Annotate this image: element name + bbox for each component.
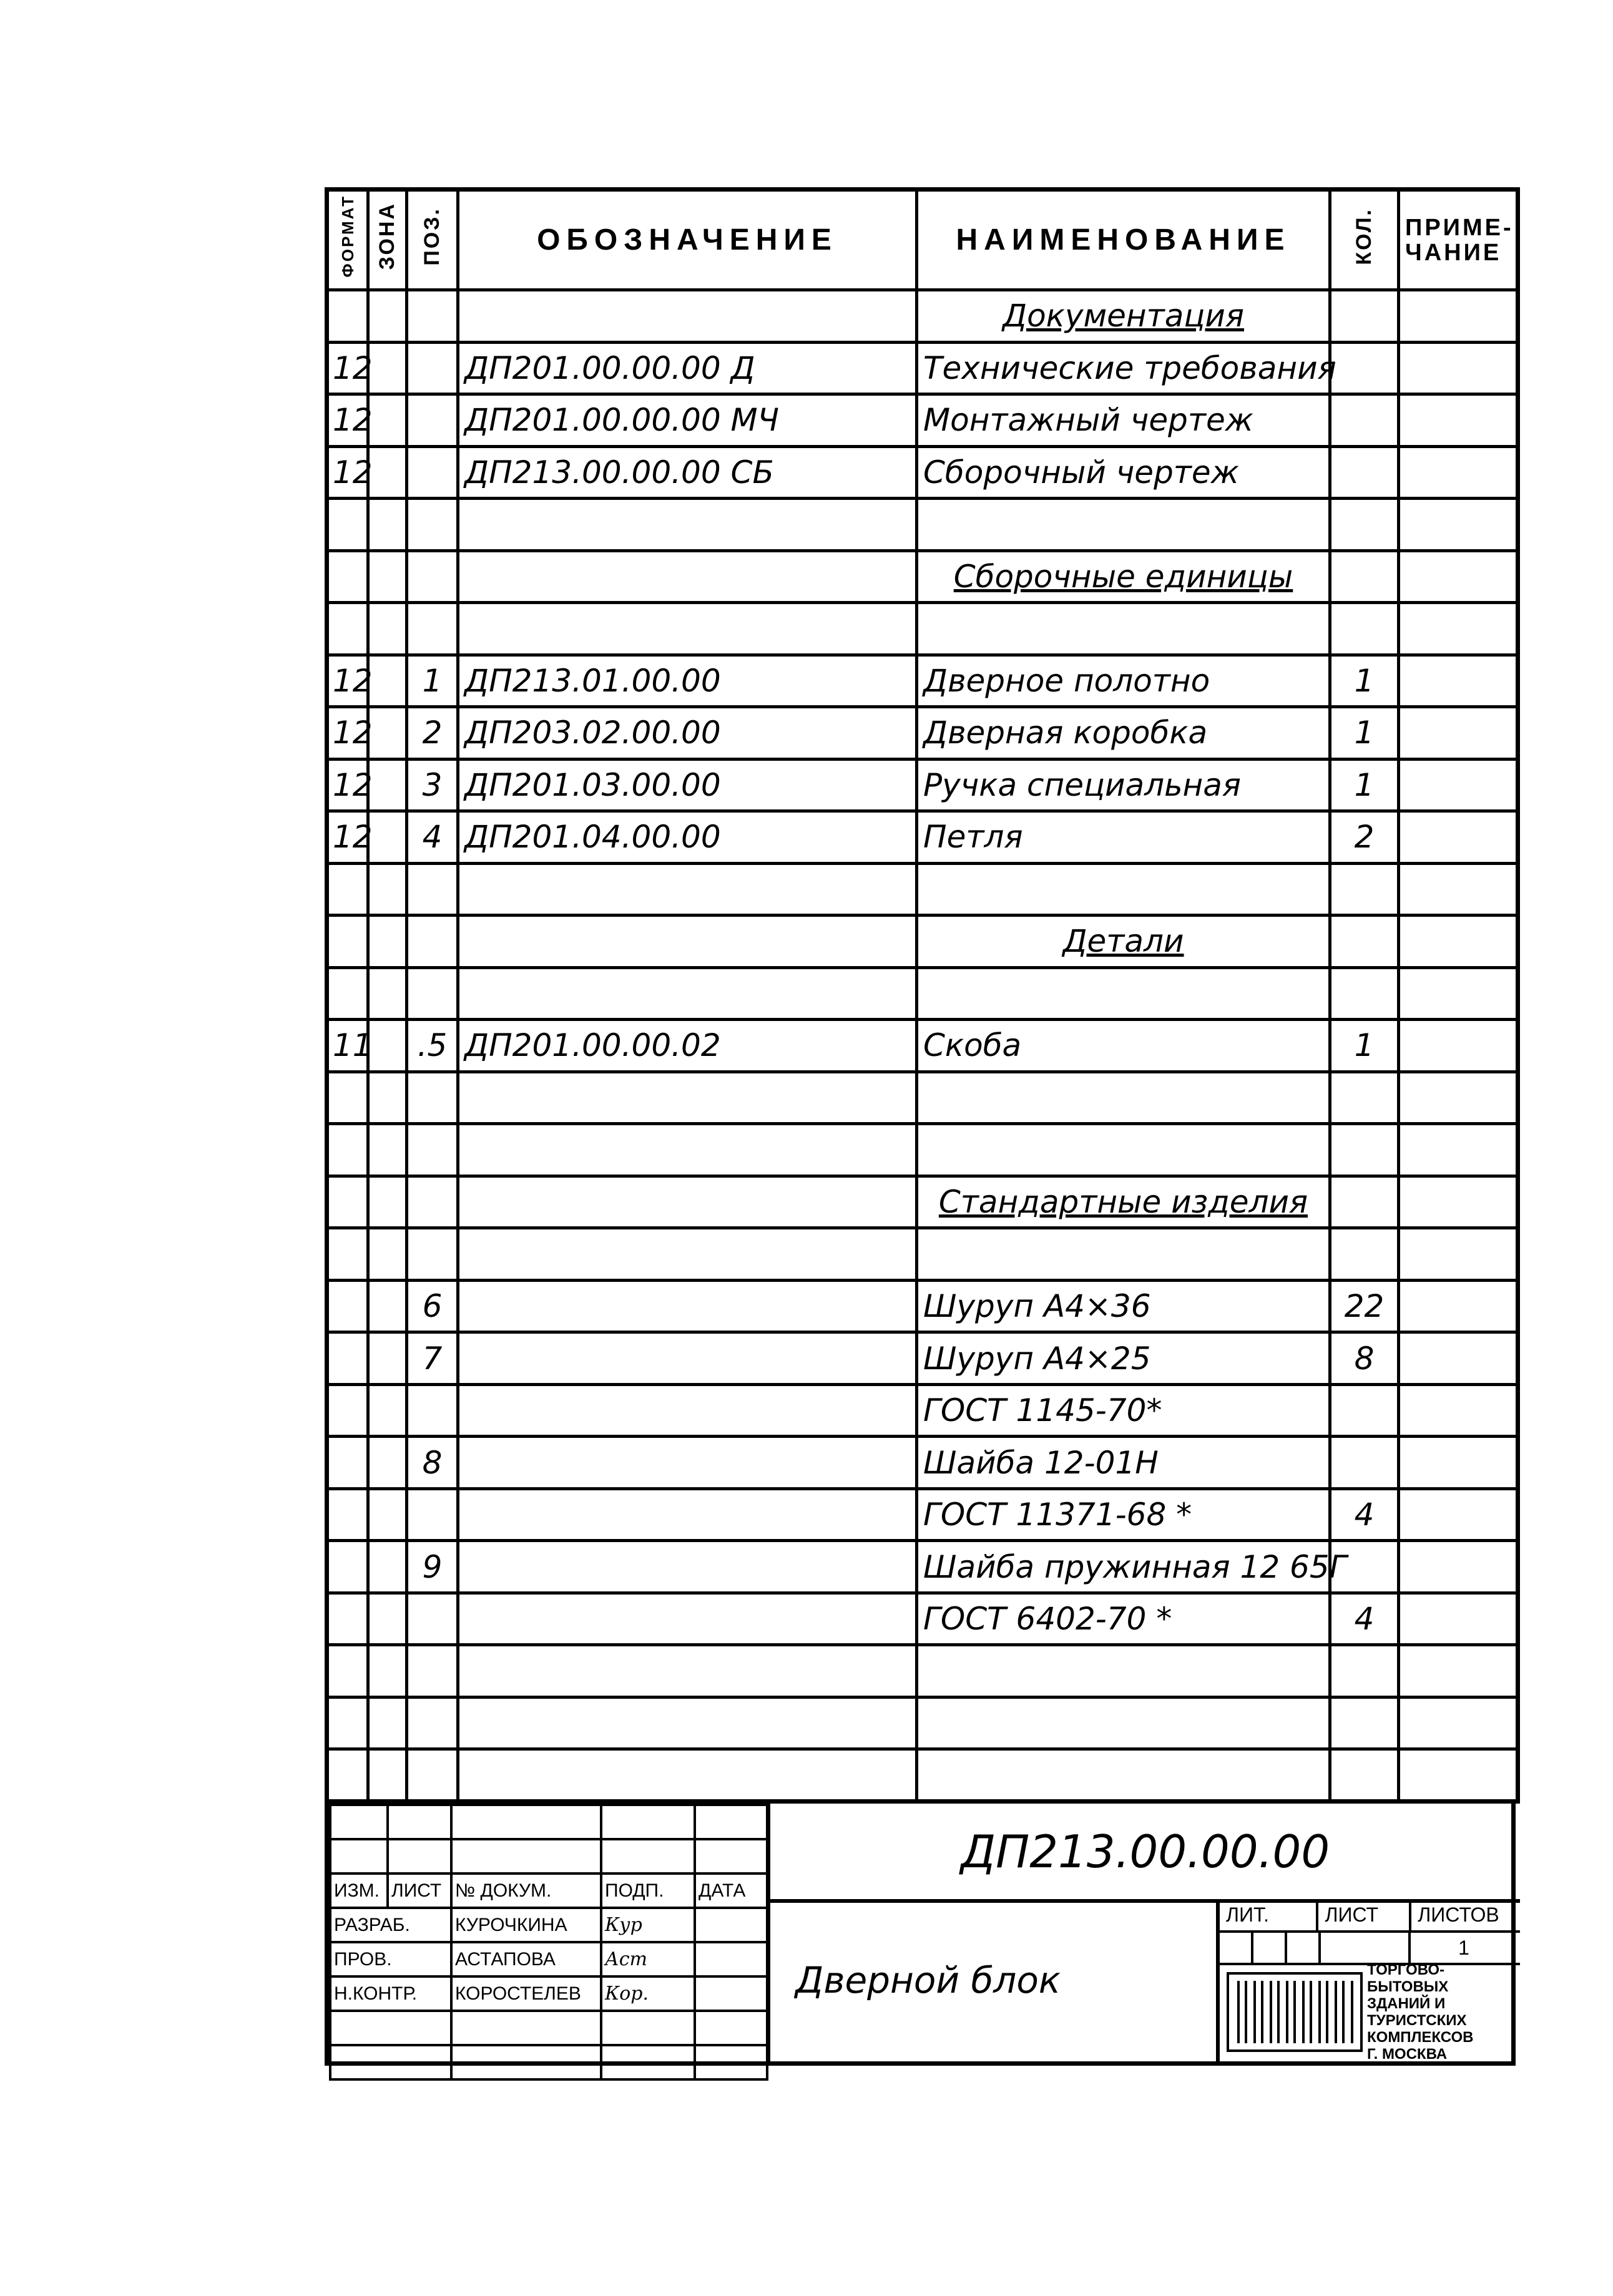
person-name: КУРОЧКИНА (451, 1908, 601, 1942)
cell-qty (1330, 967, 1399, 1020)
cell-name (917, 1072, 1330, 1124)
table-row (327, 863, 1518, 916)
cell-format: 12 (327, 759, 368, 811)
cell-note (1399, 707, 1518, 760)
cell-format (327, 1697, 368, 1749)
cell-name: Шайба пружинная 12 65Г (917, 1541, 1330, 1593)
cell-name (917, 603, 1330, 655)
cell-qty: 22 (1330, 1280, 1399, 1332)
cell-pos (407, 1384, 458, 1437)
cell-format: 12 (327, 394, 368, 447)
cell-pos (407, 863, 458, 916)
cell-qty (1330, 342, 1399, 394)
table-row (327, 655, 1518, 707)
cell-designation: ДП203.02.00.00 (458, 707, 917, 760)
cell-format: 12 (327, 342, 368, 394)
cell-note (1399, 1228, 1518, 1281)
cell-zone (368, 1488, 407, 1541)
sheets-label: ЛИСТОВ (1418, 1903, 1499, 1926)
table-row (327, 1072, 1518, 1124)
cell-format (327, 1072, 368, 1124)
cell-designation: ДП213.00.00.00 СБ (458, 446, 917, 499)
table-row (327, 1280, 1518, 1332)
cell-name (917, 1749, 1330, 1802)
cell-note (1399, 916, 1518, 968)
cell-format (327, 1488, 368, 1541)
cell-name (917, 1645, 1330, 1698)
person-name: АСТАПОВА (451, 1942, 601, 1976)
cell-pos: 9 (407, 1541, 458, 1593)
title-block-signatures (329, 1804, 766, 2061)
cell-pos (407, 499, 458, 551)
cell-format: 12 (327, 446, 368, 499)
cell-note (1399, 1072, 1518, 1124)
table-row (327, 446, 1518, 499)
svg-text:ЦНИИЭП: ЦНИИЭП (1293, 2018, 1297, 2019)
cell-note (1399, 1645, 1518, 1698)
cell-name: Шайба 12-01Н (917, 1437, 1330, 1489)
cell-zone (368, 863, 407, 916)
cell-pos: 1 (407, 655, 458, 707)
cell-format (327, 1176, 368, 1228)
cell-note (1399, 1384, 1518, 1437)
cell-pos: 7 (407, 1332, 458, 1385)
cell-name: Шуруп А4×36 (917, 1280, 1330, 1332)
cell-note (1399, 550, 1518, 603)
table-row (327, 550, 1518, 603)
cell-qty (1330, 1124, 1399, 1176)
cell-format: 12 (327, 707, 368, 760)
cell-designation: ДП201.00.00.02 (458, 1020, 917, 1072)
cell-note (1399, 1541, 1518, 1593)
table-row (327, 1593, 1518, 1645)
cell-designation (458, 1697, 917, 1749)
specification-table (325, 187, 1520, 1804)
sig-empty-row (330, 1839, 767, 1873)
cell-note (1399, 1020, 1518, 1072)
cell-name: Детали (917, 916, 1330, 968)
cell-name (917, 1697, 1330, 1749)
organization (1220, 1961, 1520, 2063)
cell-format (327, 290, 368, 343)
cell-zone (368, 394, 407, 447)
cell-zone (368, 1749, 407, 1802)
table-row (327, 394, 1518, 447)
sheet-info (1220, 1899, 1520, 2061)
signature-mark: Кур (601, 1908, 695, 1942)
cell-format (327, 1749, 368, 1802)
cell-format (327, 1593, 368, 1645)
cell-qty (1330, 1176, 1399, 1228)
cell-pos (407, 1488, 458, 1541)
cell-zone (368, 655, 407, 707)
cell-qty (1330, 1384, 1399, 1437)
cell-name: Дверное полотно (917, 655, 1330, 707)
cell-designation (458, 1384, 917, 1437)
cell-qty (1330, 863, 1399, 916)
cell-zone (368, 603, 407, 655)
label-doc-no: № ДОКУМ. (451, 1873, 601, 1908)
cell-zone (368, 1124, 407, 1176)
cell-note (1399, 967, 1518, 1020)
cell-name: Документация (917, 290, 1330, 343)
cell-designation (458, 1332, 917, 1385)
cell-pos (407, 394, 458, 447)
cell-note (1399, 1437, 1518, 1489)
cell-zone (368, 550, 407, 603)
cell-designation: ДП201.03.00.00 (458, 759, 917, 811)
cell-pos: 6 (407, 1280, 458, 1332)
cell-zone (368, 916, 407, 968)
cell-qty: 1 (1330, 707, 1399, 760)
cell-note (1399, 499, 1518, 551)
table-row (327, 967, 1518, 1020)
cell-note (1399, 1749, 1518, 1802)
cell-zone (368, 1645, 407, 1698)
cell-pos (407, 342, 458, 394)
cell-note (1399, 1176, 1518, 1228)
cell-qty: 8 (1330, 1332, 1399, 1385)
cell-format (327, 1645, 368, 1698)
cell-zone (368, 967, 407, 1020)
cell-note (1399, 394, 1518, 447)
cell-designation (458, 967, 917, 1020)
cell-name: Петля (917, 811, 1330, 864)
cell-pos (407, 1228, 458, 1281)
person-name: КОРОСТЕЛЕВ (451, 1976, 601, 2011)
cell-note (1399, 655, 1518, 707)
drawing-sheet (325, 187, 1516, 2066)
table-row (327, 916, 1518, 968)
cell-designation: ДП201.04.00.00 (458, 811, 917, 864)
cell-zone (368, 446, 407, 499)
cell-pos (407, 1749, 458, 1802)
header-format: ФОРМАТ (327, 190, 368, 290)
header-designation: ОБОЗНАЧЕНИЕ (458, 190, 917, 290)
cell-pos (407, 967, 458, 1020)
document-code: ДП213.00.00.00 (770, 1804, 1520, 1903)
cell-pos (407, 1124, 458, 1176)
cell-format (327, 603, 368, 655)
sheets-value: 1 (1458, 1936, 1469, 1959)
cell-designation (458, 290, 917, 343)
cell-qty (1330, 603, 1399, 655)
cell-qty (1330, 1749, 1399, 1802)
cell-zone (368, 342, 407, 394)
cell-format (327, 550, 368, 603)
cell-note (1399, 603, 1518, 655)
table-row (327, 1437, 1518, 1489)
cell-name: Стандартные изделия (917, 1176, 1330, 1228)
cell-format (327, 1228, 368, 1281)
signature-mark: Кор. (601, 1976, 695, 2011)
cell-qty: 1 (1330, 1020, 1399, 1072)
cell-name: Технические требования (917, 342, 1330, 394)
sig-empty-row (330, 1805, 767, 1839)
table-row (327, 1124, 1518, 1176)
cell-pos (407, 603, 458, 655)
table-row (327, 342, 1518, 394)
header-qty: КОЛ. (1330, 190, 1399, 290)
sig-row-developer (330, 1908, 767, 1942)
cell-qty (1330, 1645, 1399, 1698)
cell-format (327, 499, 368, 551)
cell-pos: 3 (407, 759, 458, 811)
cell-designation (458, 499, 917, 551)
cell-pos (407, 446, 458, 499)
org-name: ТОРГОВО-БЫТОВЫХ ЗДАНИЙ И ТУРИСТСКИХ КОМПЛЕКСОВ Г. МОСКВА (1367, 1961, 1474, 2063)
role-label: ПРОВ. (330, 1942, 451, 1976)
cell-format: 12 (327, 655, 368, 707)
cell-note (1399, 759, 1518, 811)
cell-zone (368, 499, 407, 551)
cell-pos (407, 290, 458, 343)
cell-format (327, 967, 368, 1020)
cell-name (917, 499, 1330, 551)
table-row (327, 1176, 1518, 1228)
cell-qty (1330, 446, 1399, 499)
lit-label: ЛИТ. (1220, 1899, 1318, 1930)
table-row (327, 1645, 1518, 1698)
cell-format: 11 (327, 1020, 368, 1072)
cell-designation: ДП201.00.00.00 МЧ (458, 394, 917, 447)
cell-name: Скоба (917, 1020, 1330, 1072)
cell-name: ГОСТ 6402-70 * (917, 1593, 1330, 1645)
cell-designation (458, 550, 917, 603)
role-label: РАЗРАБ. (330, 1908, 451, 1942)
cell-designation (458, 1280, 917, 1332)
table-row (327, 603, 1518, 655)
cell-zone (368, 1541, 407, 1593)
cell-name: Сборочный чертеж (917, 446, 1330, 499)
table-row (327, 290, 1518, 343)
specification-body (327, 290, 1518, 1802)
cell-note (1399, 863, 1518, 916)
cell-name (917, 967, 1330, 1020)
cell-format (327, 1280, 368, 1332)
cell-zone (368, 811, 407, 864)
cell-note (1399, 290, 1518, 343)
label-date: ДАТА (695, 1873, 767, 1908)
cell-pos: 4 (407, 811, 458, 864)
cell-pos (407, 1593, 458, 1645)
label-izm: ИЗМ. (330, 1873, 388, 1908)
cell-qty (1330, 1437, 1399, 1489)
cell-note (1399, 1280, 1518, 1332)
cell-zone (368, 1593, 407, 1645)
sig-row-checker (330, 1942, 767, 1976)
cell-name: ГОСТ 11371-68 * (917, 1488, 1330, 1541)
label-list: ЛИСТ (388, 1873, 451, 1908)
cell-qty (1330, 1072, 1399, 1124)
cell-designation (458, 1176, 917, 1228)
cell-zone (368, 707, 407, 760)
cell-designation (458, 1645, 917, 1698)
cell-name: Ручка специальная (917, 759, 1330, 811)
cell-note (1399, 1593, 1518, 1645)
cell-note (1399, 1488, 1518, 1541)
table-row (327, 1228, 1518, 1281)
signature-mark: Аст (601, 1942, 695, 1976)
cell-pos: 2 (407, 707, 458, 760)
cell-zone (368, 1697, 407, 1749)
table-row (327, 811, 1518, 864)
cell-pos (407, 1645, 458, 1698)
table-row (327, 1697, 1518, 1749)
cell-qty (1330, 394, 1399, 447)
cell-designation (458, 1124, 917, 1176)
cell-name: Монтажный чертеж (917, 394, 1330, 447)
cell-pos (407, 1072, 458, 1124)
cell-zone (368, 290, 407, 343)
cell-designation: ДП201.00.00.00 Д (458, 342, 917, 394)
cell-name (917, 1228, 1330, 1281)
cell-designation (458, 1437, 917, 1489)
cell-designation (458, 916, 917, 968)
cell-qty: 1 (1330, 759, 1399, 811)
cell-note (1399, 342, 1518, 394)
cell-qty (1330, 1228, 1399, 1281)
cell-qty (1330, 916, 1399, 968)
cell-qty: 4 (1330, 1488, 1399, 1541)
cell-name: ГОСТ 1145-70* (917, 1384, 1330, 1437)
cell-format (327, 863, 368, 916)
table-row (327, 707, 1518, 760)
title-block (325, 1804, 1516, 2066)
sheet-label: ЛИСТ (1318, 1899, 1411, 1930)
cell-pos (407, 916, 458, 968)
cell-qty (1330, 290, 1399, 343)
sig-header-row (330, 1873, 767, 1908)
cell-name (917, 1124, 1330, 1176)
cell-note (1399, 811, 1518, 864)
org-logo-icon (1226, 1971, 1363, 2053)
table-row (327, 1541, 1518, 1593)
cell-note (1399, 446, 1518, 499)
cell-format (327, 916, 368, 968)
cell-designation (458, 1228, 917, 1281)
table-row (327, 499, 1518, 551)
sig-row-norm-control (330, 1976, 767, 2011)
cell-zone (368, 1020, 407, 1072)
cell-zone (368, 1437, 407, 1489)
table-row (327, 1384, 1518, 1437)
cell-zone (368, 759, 407, 811)
cell-designation (458, 1072, 917, 1124)
table-row (327, 759, 1518, 811)
cell-name: Дверная коробка (917, 707, 1330, 760)
header-name: НАИМЕНОВАНИЕ (917, 190, 1330, 290)
cell-pos (407, 550, 458, 603)
cell-format (327, 1541, 368, 1593)
cell-designation (458, 1488, 917, 1541)
cell-qty: 1 (1330, 655, 1399, 707)
sheet-info-labels (1220, 1899, 1520, 1933)
table-row (327, 1749, 1518, 1802)
title-block-main (766, 1804, 1520, 2061)
cell-designation (458, 1541, 917, 1593)
signature-grid (329, 1804, 768, 2081)
table-row (327, 1020, 1518, 1072)
document-name: Дверной блок (770, 1899, 1220, 2061)
cell-qty: 4 (1330, 1593, 1399, 1645)
cell-designation: ДП213.01.00.00 (458, 655, 917, 707)
cell-format (327, 1437, 368, 1489)
cell-note (1399, 1697, 1518, 1749)
cell-qty (1330, 499, 1399, 551)
header-pos: ПОЗ. (407, 190, 458, 290)
table-row (327, 1488, 1518, 1541)
table-row (327, 1332, 1518, 1385)
sig-empty-row (330, 2045, 767, 2079)
header-zone: ЗОНА (368, 190, 407, 290)
cell-zone (368, 1228, 407, 1281)
cell-pos (407, 1176, 458, 1228)
cell-qty (1330, 550, 1399, 603)
cell-note (1399, 1124, 1518, 1176)
cell-zone (368, 1332, 407, 1385)
cell-format (327, 1124, 368, 1176)
cell-note (1399, 1332, 1518, 1385)
cell-format: 12 (327, 811, 368, 864)
cell-pos: 8 (407, 1437, 458, 1489)
cell-format (327, 1332, 368, 1385)
sig-empty-row (330, 2011, 767, 2045)
cell-designation (458, 863, 917, 916)
cell-designation (458, 1749, 917, 1802)
cell-qty: 2 (1330, 811, 1399, 864)
cell-designation (458, 603, 917, 655)
sheet-info-values (1220, 1933, 1520, 1965)
cell-pos (407, 1697, 458, 1749)
cell-zone (368, 1384, 407, 1437)
table-header-row (327, 190, 1518, 290)
cell-zone (368, 1072, 407, 1124)
cell-zone (368, 1176, 407, 1228)
cell-pos: .5 (407, 1020, 458, 1072)
label-sign: ПОДП. (601, 1873, 695, 1908)
cell-name (917, 863, 1330, 916)
cell-qty (1330, 1697, 1399, 1749)
cell-designation (458, 1593, 917, 1645)
role-label: Н.КОНТР. (330, 1976, 451, 2011)
header-note: ПРИМЕ-ЧАНИЕ (1399, 190, 1518, 290)
cell-name: Сборочные единицы (917, 550, 1330, 603)
cell-name: Шуруп А4×25 (917, 1332, 1330, 1385)
cell-zone (368, 1280, 407, 1332)
cell-format (327, 1384, 368, 1437)
